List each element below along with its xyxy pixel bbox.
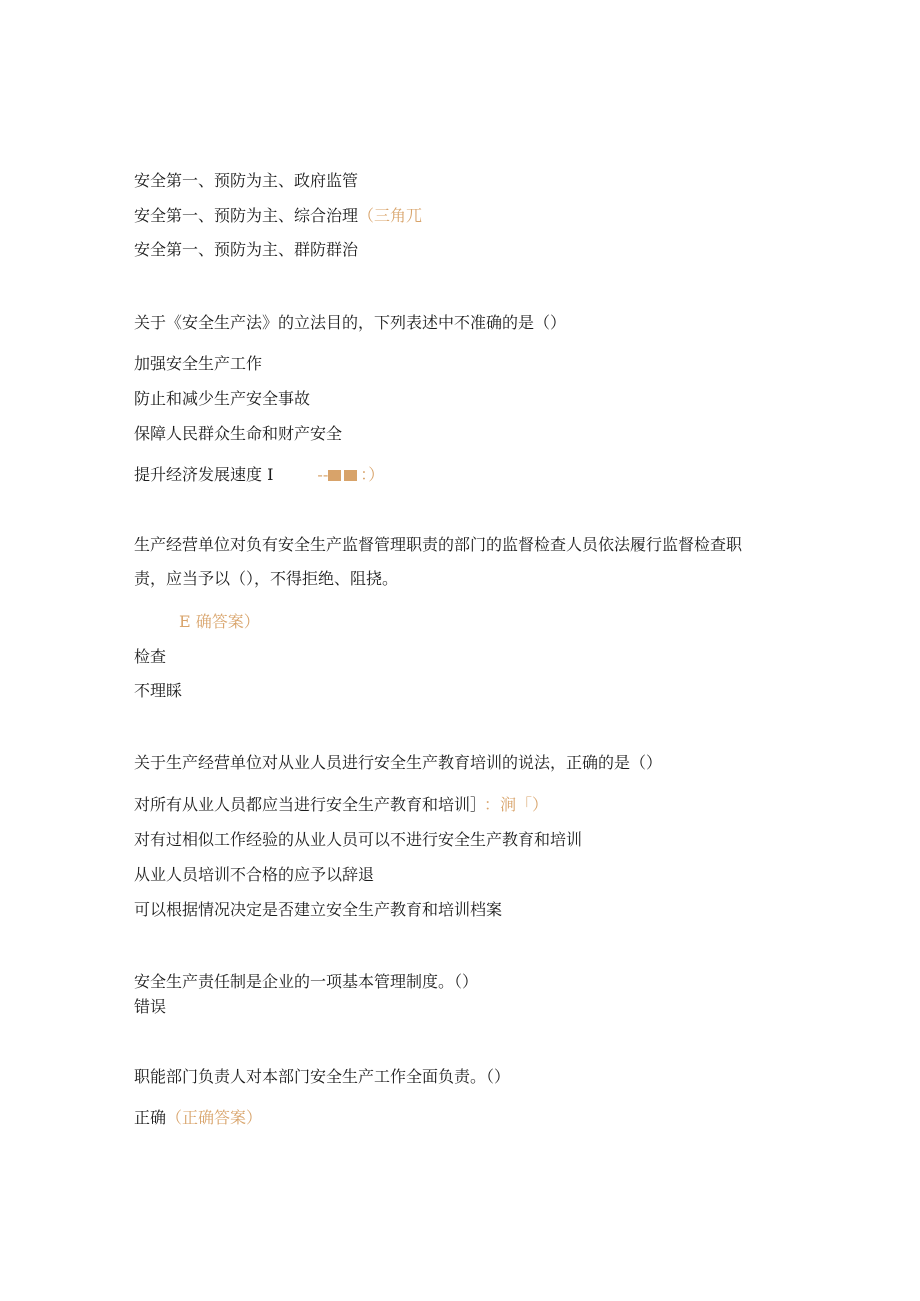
answer-mark: E 确答案） [179,612,260,631]
redaction-block-icon [344,470,357,481]
redaction-block-icon [328,470,341,481]
question-stem: 关于《安全生产法》的立法目的，下列表述中不准确的是（） [134,313,567,332]
question-stem-line: 生产经营单位对负有安全生产监督管理职责的部门的监督检查人员依法履行监督检查职 [134,535,743,554]
option-text: 加强安全生产工作 [134,354,263,373]
option-text: 对有过相似工作经验的从业人员可以不进行安全生产教育和培训 [134,830,583,849]
question-stem: 安全生产责任制是企业的一项基本管理制度。（） [134,972,479,991]
answer-mark: （三角兀 [358,206,423,225]
answer-mark: （正确答案） [166,1108,263,1127]
option-text: 安全第一、预防为主、综合治理 [134,206,359,225]
option-line [134,465,384,485]
option-text: 检查 [134,647,167,666]
option-line [134,1108,262,1128]
answer-mark: ：涧「） [484,795,549,814]
question-stem-line: 责，应当予以（），不得拒绝、阻挠。 [134,569,399,588]
option-text: 正确 [134,1108,167,1127]
option-text: 错误 [134,997,167,1016]
option-text: 可以根据情况决定是否建立安全生产教育和培训档案 [134,900,503,919]
answer-mark: -- ：） [317,465,385,484]
option-line [134,206,422,226]
question-stem: 关于生产经营单位对从业人员进行安全生产教育培训的说法，正确的是（） [134,753,663,772]
option-text: 对所有从业人员都应当进行安全生产教育和培训］ [134,795,479,814]
option-text: 不理睬 [134,681,183,700]
option-text: 安全第一、预防为主、群防群治 [134,240,359,259]
option-text: 从业人员培训不合格的应予以辞退 [134,865,375,884]
option-line [134,795,548,815]
option-text: 提升经济发展速度 I [134,465,274,484]
option-text: 防止和减少生产安全事故 [134,389,311,408]
question-stem: 职能部门负责人对本部门安全生产工作全面负责。（） [134,1067,511,1086]
option-text: 保障人民群众生命和财产安全 [134,424,343,443]
option-text: 安全第一、预防为主、政府监管 [134,171,359,190]
